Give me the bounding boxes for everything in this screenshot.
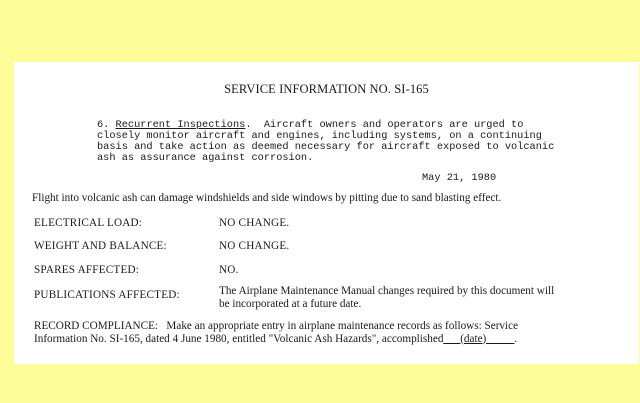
spares-value: NO.	[219, 264, 239, 276]
record-line-1-rest: Make an appropriate entry in airplane maintenance records as follows: Service	[158, 320, 519, 332]
inspection-line-3: basis and take action as deemed necessary for aircraft exposed to volcanic	[97, 141, 555, 153]
inspection-paragraph	[97, 120, 554, 164]
record-label: RECORD COMPLIANCE:	[34, 320, 159, 332]
document-date: May 21, 1980	[422, 172, 497, 184]
electrical-load-label: ELECTRICAL LOAD:	[34, 217, 143, 229]
inspection-number: 6.	[97, 119, 110, 131]
inspection-heading: Recurrent Inspections	[115, 119, 246, 131]
inspection-line-2: closely monitor aircraft and engines, including systems, on a continuing	[97, 130, 542, 142]
flight-note: Flight into volcanic ash can damage windshields and side windows by pitting due to sand blasting effect.	[32, 192, 502, 204]
publications-value	[219, 285, 554, 310]
publications-line-2: be incorporated at a future date.	[219, 297, 362, 310]
inspection-line-4: ash as assurance against corrosion.	[97, 152, 314, 164]
weight-balance-label: WEIGHT AND BALANCE:	[34, 240, 167, 252]
record-line-2	[34, 333, 518, 346]
publications-line-1: The Airplane Maintenance Manual changes required by this document will	[219, 285, 555, 297]
inspection-line-1-rest: . Aircraft owners and operators are urged to	[245, 119, 524, 131]
record-compliance	[34, 320, 518, 345]
document-title: SERVICE INFORMATION NO. SI-165	[224, 82, 429, 96]
spares-label: SPARES AFFECTED:	[34, 264, 140, 276]
electrical-load-value: NO CHANGE.	[219, 217, 290, 229]
record-end-period: .	[514, 332, 518, 345]
weight-balance-value: NO CHANGE.	[219, 240, 290, 252]
record-line-2-start: Information No. SI-165, dated 4 June 1980, entitled "Volcanic Ash Hazards", accomplished	[34, 332, 444, 345]
document-page	[14, 62, 639, 364]
record-line-1	[34, 320, 518, 333]
date-blank: ___(date)_____	[443, 332, 515, 345]
publications-label: PUBLICATIONS AFFECTED:	[34, 289, 180, 301]
